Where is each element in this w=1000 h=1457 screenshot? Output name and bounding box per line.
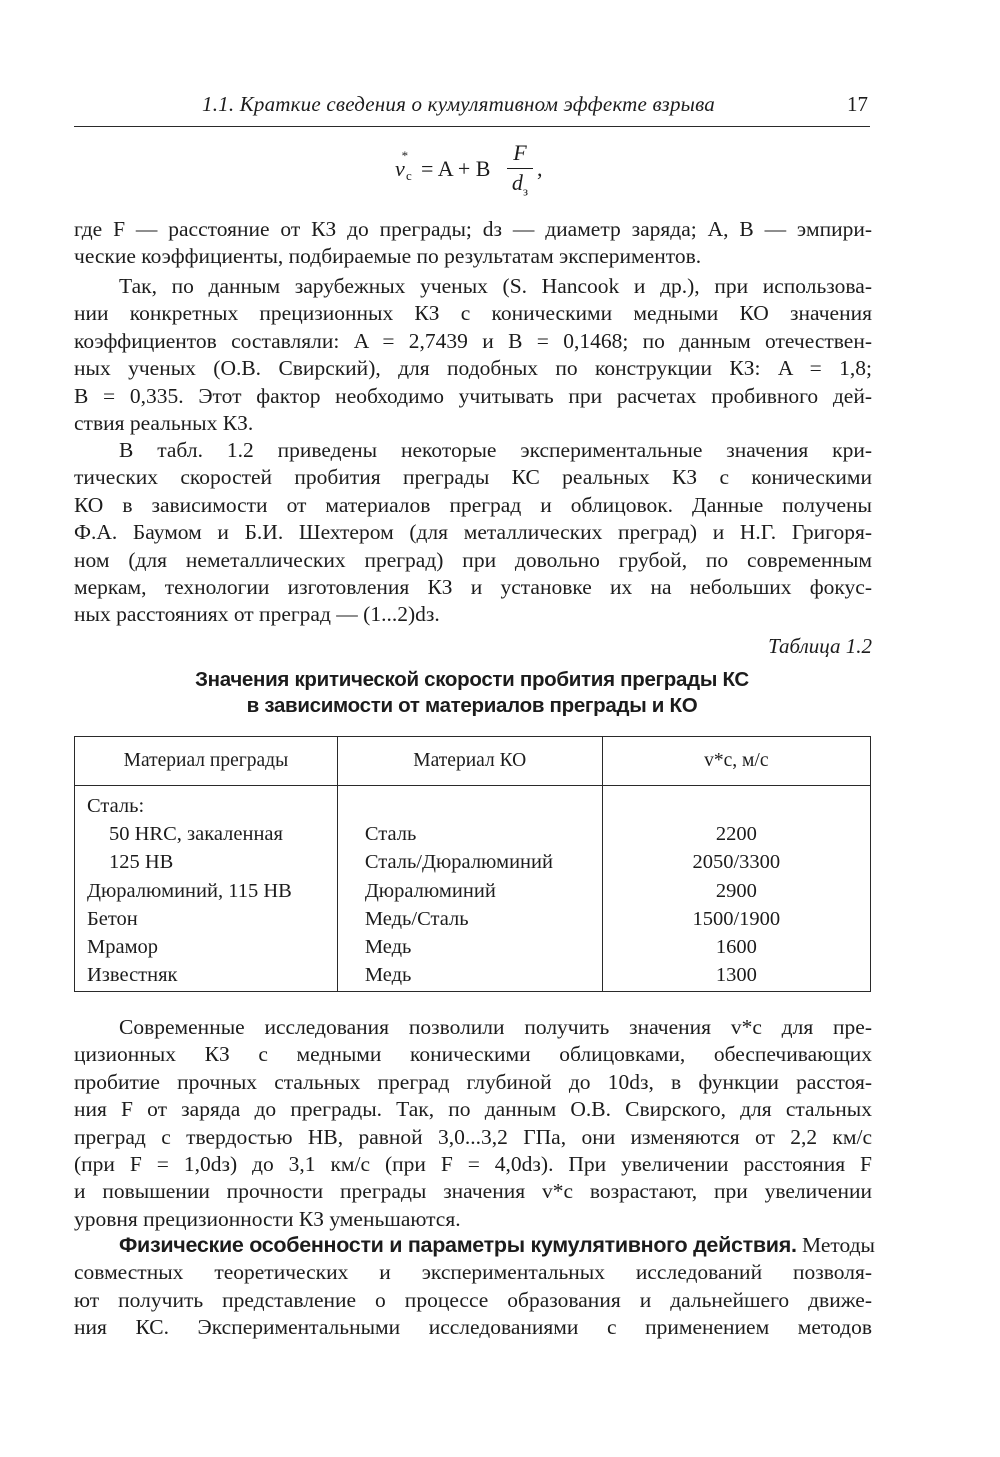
text-line: Современные исследования позволили получить значения v*с для пре- bbox=[119, 1015, 872, 1039]
table-cell: Сталь bbox=[364, 823, 417, 846]
text-line: пробитие прочных стальных преград глубиной до 10dз, в функции расстоя- bbox=[74, 1069, 872, 1094]
formula-lhs: v * с bbox=[395, 148, 412, 183]
text-line: ния F от заряда до преграды. Так, по данным О.В. Свирского, для стальных bbox=[74, 1097, 872, 1122]
formula-rhs: = A + B bbox=[421, 156, 491, 181]
table-cell: Известняк bbox=[87, 964, 178, 987]
text-line: ния КС. Экспериментальными исследованиями с применением методов bbox=[74, 1315, 872, 1340]
table-cell bbox=[338, 792, 602, 820]
table-cell: Дюралюминий bbox=[364, 879, 496, 902]
table-header-barrier-material: Материал преграды bbox=[75, 737, 338, 786]
formula-fraction bbox=[507, 140, 533, 199]
running-header bbox=[74, 92, 870, 127]
text-line: ческие коэффициенты, подбираемые по результатам экспериментов. bbox=[74, 244, 702, 269]
text-line: цизионных КЗ с медными коническими облицовками, обеспечивающих bbox=[74, 1042, 872, 1067]
text-line: уровня прецизионности КЗ уменьшаются. bbox=[74, 1206, 461, 1231]
text-line: ных расстояниях от преград — (1...2)dз. bbox=[74, 602, 440, 627]
text-line: В табл. 1.2 приведены некоторые экспериментальные значения кри- bbox=[119, 438, 872, 462]
section-lead-heading: Физические особенности и параметры кумулятивного действия. bbox=[119, 1233, 797, 1257]
table-column-barrier bbox=[75, 786, 338, 992]
text-line: КО в зависимости от материалов преград и облицовок. Данные получены bbox=[74, 492, 872, 517]
formula-denominator: $d_з$ bbox=[511, 170, 529, 199]
table-cell: Сталь: bbox=[87, 795, 145, 817]
text-line: ют получить представление о процессе образования и дальнейшего движе- bbox=[74, 1287, 872, 1312]
data-table bbox=[74, 736, 871, 992]
text-line: совместных теоретических и экспериментальных исследований позволя- bbox=[74, 1260, 872, 1285]
paragraph-definitions bbox=[74, 216, 872, 271]
text-line: нии конкретных прецизионных КЗ с коническими медными КО значения bbox=[74, 301, 872, 326]
paragraph-coefficients bbox=[74, 273, 872, 437]
text-line: ном (для неметаллических преград) при довольно грубой, по современным bbox=[74, 547, 872, 572]
table-cell: 2200 bbox=[715, 823, 757, 846]
table-title-line-2: в зависимости от материалов преграды и КО bbox=[246, 694, 698, 717]
running-header-title: 1.1. Краткие сведения о кумулятивном эффекте взрыва bbox=[202, 92, 715, 116]
table-title-line-1: Значения критической скорости пробития преграды КС bbox=[195, 668, 749, 691]
table-cell: 1300 bbox=[715, 964, 757, 987]
table-cell: Медь bbox=[364, 964, 412, 987]
text-line: и повышении прочности преграды значения v*с возрастают, при увеличении bbox=[74, 1179, 872, 1204]
table-cell: Мрамор bbox=[87, 935, 159, 958]
formula-critical-velocity bbox=[395, 140, 565, 200]
table-label: Таблица 1.2 bbox=[768, 634, 872, 658]
text-line: Так, по данным зарубежных ученых (S. Hancook и др.), при использова- bbox=[119, 274, 872, 298]
text-line: (при F = 1,0dз) до 3,1 км/с (при F = 4,0dз). При увеличении расстояния F bbox=[74, 1152, 872, 1177]
page-number: 17 bbox=[847, 92, 868, 116]
text-line: Ф.А. Баумом и Б.И. Шехтером (для металлических преград) и Н.Г. Григоря- bbox=[74, 520, 872, 545]
text-line: ствия реальных КЗ. bbox=[74, 411, 254, 436]
text-line: B = 0,335. Этот фактор необходимо учитывать при расчетах пробивного дей- bbox=[74, 383, 872, 408]
text-line: где F — расстояние от КЗ до преграды; dз — диаметр заряда; A, B — эмпири- bbox=[74, 217, 872, 241]
paragraph-physical-features bbox=[74, 1232, 876, 1342]
text-line: меркам, технологии изготовления КЗ и установке их на небольших фокус- bbox=[74, 575, 872, 600]
formula-comma: , bbox=[537, 156, 543, 181]
table-cell bbox=[603, 792, 870, 820]
table-column-liner bbox=[337, 786, 602, 992]
table-cell: Медь/Сталь bbox=[364, 907, 469, 930]
table-cell: Медь bbox=[364, 935, 412, 958]
table-header-critical-velocity: v*с, м/с bbox=[602, 737, 870, 786]
text-line: ных ученых (О.В. Свирский), для подобных по конструкции КЗ: A = 1,8; bbox=[74, 356, 872, 381]
table-cell: 1500/1900 bbox=[692, 907, 781, 930]
table-column-velocity bbox=[602, 786, 870, 992]
paragraph-modern-research bbox=[74, 1014, 872, 1233]
table-cell: 2900 bbox=[715, 879, 757, 902]
table-cell: Дюралюминий, 115 HB bbox=[87, 879, 292, 902]
formula-numerator: F bbox=[513, 140, 527, 165]
text-line: тических скоростей пробития преграды КС реальных КЗ с коническими bbox=[74, 465, 872, 490]
table-cell: Бетон bbox=[87, 907, 138, 930]
text-line: коэффициентов составляли: A = 2,7439 и B = 0,1468; по данным отечествен- bbox=[74, 328, 872, 353]
text-line: преград с твердостью HB, равной 3,0...3,2 ГПа, они изменяются от 2,2 км/с bbox=[74, 1124, 872, 1149]
table-cell: 50 HRC, закаленная bbox=[109, 823, 283, 846]
text-line: Физические особенности и параметры кумулятивного действия. Методы bbox=[119, 1233, 876, 1257]
table-cell: 125 HB bbox=[109, 851, 174, 874]
table-cell: Сталь/Дюралюминий bbox=[364, 851, 553, 874]
table-cell: 1600 bbox=[715, 935, 757, 958]
table-header-liner-material: Материал КО bbox=[337, 737, 602, 786]
table-cell: 2050/3300 bbox=[692, 851, 781, 874]
paragraph-table-intro bbox=[74, 437, 872, 629]
